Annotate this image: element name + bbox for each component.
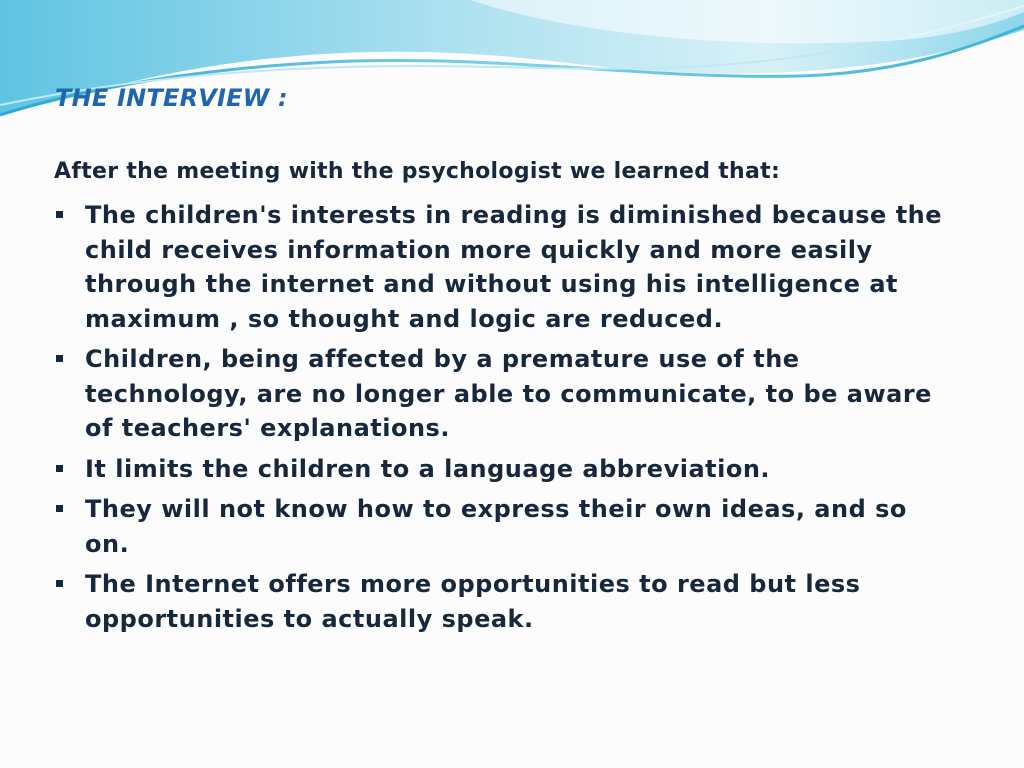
square-bullet-icon [56, 580, 63, 587]
square-bullet-icon [56, 465, 63, 472]
bullet-text: The children's interests in reading is diminished because the child receives information more quickly and more easily through the internet and without using his intelligence at maximum , so thought and logic are reduced. [85, 201, 943, 333]
square-bullet-icon [56, 505, 63, 512]
bullet-item [54, 567, 954, 636]
bullet-item [54, 342, 954, 446]
bullet-text: It limits the children to a language abbreviation. [85, 454, 771, 483]
bullet-item [54, 452, 954, 487]
bullet-text: They will not know how to express their own ideas, and so on. [85, 495, 907, 558]
intro-text: After the meeting with the psychologist we learned that: [54, 159, 781, 184]
bullet-text: Children, being affected by a premature use of the technology, are no longer able to communicate, to be aware of teachers' explanations. [85, 345, 932, 442]
square-bullet-icon [56, 355, 63, 362]
bullet-list [54, 198, 954, 642]
slide-title: THE INTERVIEW : [55, 84, 288, 112]
bullet-item [54, 492, 954, 561]
bullet-item [54, 198, 954, 336]
square-bullet-icon [56, 211, 63, 218]
bullet-text: The Internet offers more opportunities to read but less opportunities to actually speak. [85, 570, 861, 633]
